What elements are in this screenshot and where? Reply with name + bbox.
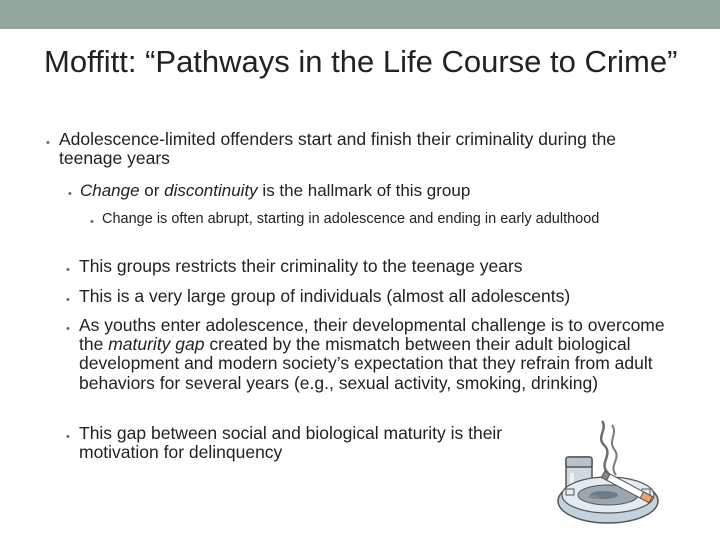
bullet-dot: •: [46, 137, 50, 149]
bullet-level1-teenage-years: [66, 256, 679, 276]
bullet-text-after: created by the mismatch between their adult biological development and modern society’s expectation that they refrain from adult behaviors for several years (e.g., sexual activity, smoking, drinking): [79, 334, 653, 393]
bullet-level1-large-group: [66, 286, 679, 306]
bullet-level3-abrupt-change: [90, 211, 662, 228]
bullet-dot: •: [90, 216, 94, 228]
bullet-dot: •: [66, 431, 70, 443]
emphasis-maturity-gap: maturity gap: [108, 334, 205, 355]
bullet-text-rest: is the hallmark of this group: [257, 181, 471, 200]
bullet-text-before: As youths enter adolescence, their developmental challenge is to overcome the: [79, 315, 665, 355]
emphasis-discontinuity: discontinuity: [164, 181, 258, 200]
emphasis-change: Change: [80, 181, 140, 200]
bullet-dot: •: [68, 188, 72, 200]
bullet-text: This groups restricts their criminality to the teenage years: [79, 256, 523, 276]
bullet-level1-adolescence-limited: [46, 129, 659, 168]
bullet-level1-maturity-gap: [66, 315, 689, 393]
bullet-text: This is a very large group of individuals (almost all adolescents): [79, 286, 571, 306]
bullet-level2-change: [68, 181, 670, 200]
bullet-text-or: or: [139, 181, 165, 200]
bullet-dot: •: [66, 264, 70, 276]
bullet-dot: •: [66, 323, 70, 335]
bullet-text: Adolescence-limited offenders start and finish their criminality during the teenage years: [59, 129, 617, 168]
bullet-level1-motivation: [66, 423, 549, 462]
top-accent-bar: [0, 0, 720, 29]
bullet-dot: •: [66, 294, 70, 306]
bullet-text: Change is often abrupt, starting in adolescence and ending in early adulthood: [102, 211, 600, 227]
slide-title: Moffitt: “Pathways in the Life Course to Crime”: [44, 44, 678, 79]
ashtray-cigarette-lighter-icon: [548, 415, 668, 530]
bullet-text: This gap between social and biological maturity is their motivation for delinquency: [79, 423, 503, 462]
